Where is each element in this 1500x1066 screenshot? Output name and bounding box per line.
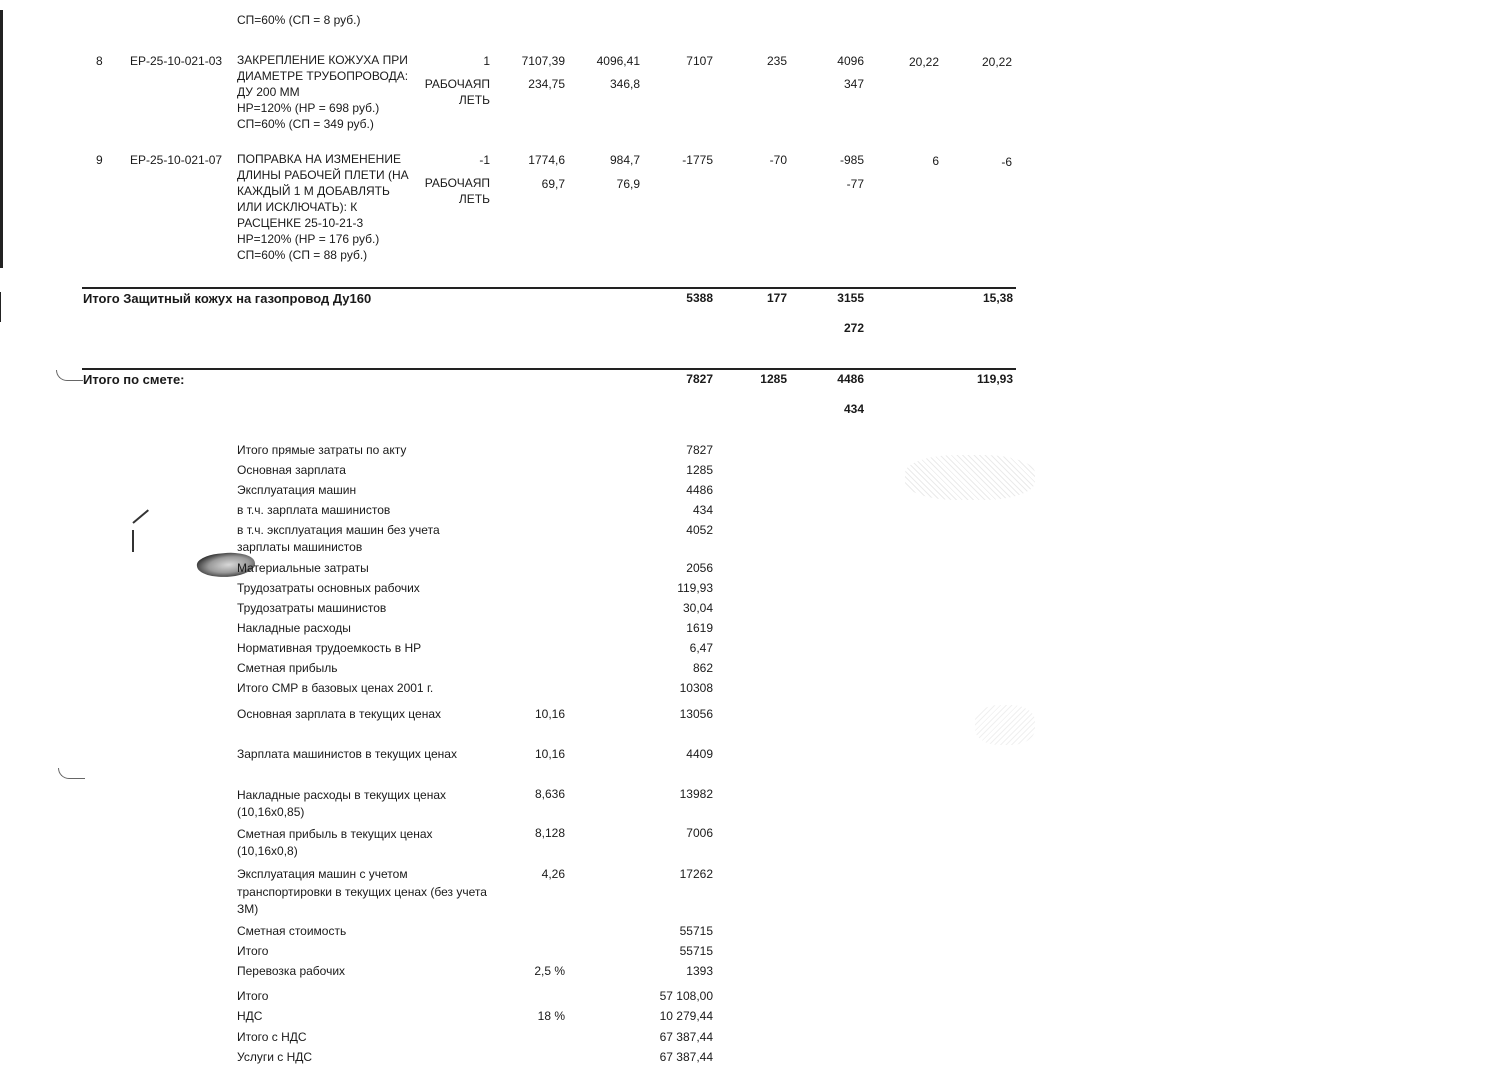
unit-price-wages: 69,7 <box>541 177 565 191</box>
labor-unit: 6 <box>932 154 939 168</box>
summary-value: 7827 <box>686 443 713 457</box>
summary-value: 434 <box>692 503 713 517</box>
summary-label: Итого <box>237 944 269 958</box>
summary-label: Итого с НДС <box>237 1030 307 1044</box>
subtotal-wages: 177 <box>766 291 787 305</box>
unit-price-machines: 984,7 <box>609 153 640 167</box>
summary-label: Накладные расходы в текущих ценах (10,16х0,85) <box>237 788 446 819</box>
summary-value: 1619 <box>686 621 713 635</box>
row-number: 9 <box>96 153 103 167</box>
summary-label: Основная зарплата в текущих ценах <box>237 707 442 721</box>
summary-value: 13982 <box>679 787 713 801</box>
summary-value: 862 <box>692 661 713 675</box>
total-machines-wages: -77 <box>846 177 864 191</box>
summary-label: Накладные расходы <box>237 621 351 635</box>
summary-label: Итого СМР в базовых ценах 2001 г. <box>237 681 434 695</box>
summary-label: в т.ч. зарплата машинистов <box>237 503 391 517</box>
summary-value: 17262 <box>679 867 713 881</box>
summary-value: 6,47 <box>689 641 713 655</box>
description-line: СП=60% (СП = 88 руб.) <box>237 248 368 262</box>
pen-mark <box>132 530 134 552</box>
labor-total: 20,22 <box>981 55 1012 69</box>
summary-value: 1285 <box>686 463 713 477</box>
unit-price: 1774,6 <box>528 153 565 167</box>
unit-price-machines-wages: 346,8 <box>609 77 640 91</box>
summary-label: Эксплуатация машин <box>237 483 357 497</box>
unit-line: РАБОЧАЯП <box>424 176 490 190</box>
unit <box>410 76 490 108</box>
unit-price-wages: 234,75 <box>528 77 565 91</box>
description-line: ДИАМЕТРЕ ТРУБОПРОВОДА: <box>237 69 409 83</box>
summary-label: Нормативная трудоемкость в НР <box>237 641 422 655</box>
description-line: РАСЦЕНКЕ 25-10-21-3 <box>237 216 364 230</box>
total-wages: 235 <box>766 54 787 68</box>
description-line: НР=120% (НР = 176 руб.) <box>237 232 380 246</box>
summary-value: 67 387,44 <box>659 1030 713 1044</box>
summary-value: 7006 <box>686 826 713 840</box>
summary-value: 67 387,44 <box>659 1050 713 1064</box>
subtotal-labor: 15,38 <box>982 291 1013 305</box>
summary-label: Зарплата машинистов в текущих ценах <box>237 747 457 761</box>
margin-curve-mark <box>56 370 83 381</box>
summary-value: 57 108,00 <box>659 989 713 1003</box>
total-machines: 4096 <box>837 54 864 68</box>
row-description <box>237 52 408 132</box>
labor-total: -6 <box>1001 155 1012 169</box>
margin-curve-mark <box>58 768 85 779</box>
total-machines-wages: 347 <box>843 77 864 91</box>
previous-row-fragment: СП=60% (СП = 8 руб.) <box>237 13 361 27</box>
summary-label: Перевозка рабочих <box>237 964 346 978</box>
summary-value: 13056 <box>679 707 713 721</box>
description-line: КАЖДЫЙ 1 М ДОБАВЛЯТЬ <box>237 184 390 198</box>
summary-coefficient: 10,16 <box>534 747 565 761</box>
summary-value: 1393 <box>686 964 713 978</box>
rate-code: ЕР-25-10-021-03 <box>130 54 223 68</box>
summary-coefficient: 4,26 <box>541 867 565 881</box>
grand-total-machines-wages: 434 <box>843 402 864 416</box>
grand-total-labor: 119,93 <box>976 372 1013 386</box>
divider <box>82 287 1016 289</box>
summary-value: 55715 <box>679 944 713 958</box>
summary-label: Эксплуатация машин с учетом транспортировки в текущих ценах (без учета ЗМ) <box>237 867 487 916</box>
summary-value: 30,04 <box>682 601 713 615</box>
summary-coefficient: 10,16 <box>534 707 565 721</box>
summary-coefficient: 18 % <box>537 1009 565 1023</box>
summary-value: 10308 <box>679 681 713 695</box>
summary-coefficient: 8,128 <box>534 826 565 840</box>
subtotal-machines-wages: 272 <box>843 321 864 335</box>
description-line: НР=120% (НР = 698 руб.) <box>237 101 380 115</box>
summary-value: 4052 <box>686 523 713 537</box>
rate-code: ЕР-25-10-021-07 <box>130 153 223 167</box>
summary-label: НДС <box>237 1009 263 1023</box>
grand-total-wages: 1285 <box>760 372 787 386</box>
scan-noise <box>975 705 1035 745</box>
unit-line: ЛЕТЬ <box>458 192 490 206</box>
subtotal-total: 5388 <box>686 291 713 305</box>
description-line: ДЛИНЫ РАБОЧЕЙ ПЛЕТИ (НА <box>237 168 409 182</box>
unit <box>410 175 490 207</box>
summary-label: Сметная стоимость <box>237 924 347 938</box>
scan-edge-line <box>0 292 1 322</box>
total-wages: -70 <box>769 153 787 167</box>
summary-value: 55715 <box>679 924 713 938</box>
row-description <box>237 151 409 263</box>
summary-value: 10 279,44 <box>659 1009 713 1023</box>
description-line: СП=60% (СП = 349 руб.) <box>237 117 374 131</box>
summary-label: Итого прямые затраты по акту <box>237 443 407 457</box>
description-line: ИЛИ ИСКЛЮЧАТЬ): К <box>237 200 358 214</box>
summary-label: Сметная прибыль <box>237 661 338 675</box>
summary-coefficient: 2,5 % <box>534 964 565 978</box>
summary-label: Материальные затраты <box>237 561 369 575</box>
summary-label: Сметная прибыль в текущих ценах (10,16х0,8) <box>237 827 433 858</box>
summary-label: Услуги с НДС <box>237 1050 313 1064</box>
grand-total-cost: 7827 <box>686 372 713 386</box>
summary-value: 2056 <box>686 561 713 575</box>
scan-noise <box>905 455 1035 500</box>
section-subtotal-label: Итого Защитный кожух на газопровод Ду160 <box>83 291 372 306</box>
unit-price-machines: 4096,41 <box>596 54 640 68</box>
quantity: 1 <box>483 54 490 68</box>
grand-total-label: Итого по смете: <box>83 372 185 387</box>
summary-label: Основная зарплата <box>237 463 346 477</box>
summary-value: 4409 <box>686 747 713 761</box>
labor-unit: 20,22 <box>908 55 939 69</box>
summary-value: 4486 <box>686 483 713 497</box>
unit-price: 7107,39 <box>521 54 565 68</box>
description-line: ДУ 200 ММ <box>237 85 300 99</box>
summary-coefficient: 8,636 <box>534 787 565 801</box>
quantity: -1 <box>479 153 490 167</box>
summary-label: в т.ч. эксплуатация машин без учета зарплаты машинистов <box>237 523 440 554</box>
total-cost: 7107 <box>686 54 713 68</box>
total-machines: -985 <box>839 153 864 167</box>
summary-label: Трудозатраты основных рабочих <box>237 581 420 595</box>
summary-label: Трудозатраты машинистов <box>237 601 387 615</box>
description-line: ПОПРАВКА НА ИЗМЕНЕНИЕ <box>237 152 401 166</box>
subtotal-machines: 3155 <box>837 291 864 305</box>
pen-mark <box>132 509 149 523</box>
row-number: 8 <box>96 54 103 68</box>
summary-value: 119,93 <box>677 581 713 595</box>
divider <box>82 368 1016 370</box>
unit-line: РАБОЧАЯП <box>424 77 490 91</box>
unit-line: ЛЕТЬ <box>458 93 490 107</box>
scan-edge-line <box>0 10 3 268</box>
grand-total-machines: 4486 <box>837 372 864 386</box>
description-line: ЗАКРЕПЛЕНИЕ КОЖУХА ПРИ <box>237 53 408 67</box>
total-cost: -1775 <box>682 153 713 167</box>
summary-label: Итого <box>237 989 269 1003</box>
unit-price-machines-wages: 76,9 <box>616 177 640 191</box>
